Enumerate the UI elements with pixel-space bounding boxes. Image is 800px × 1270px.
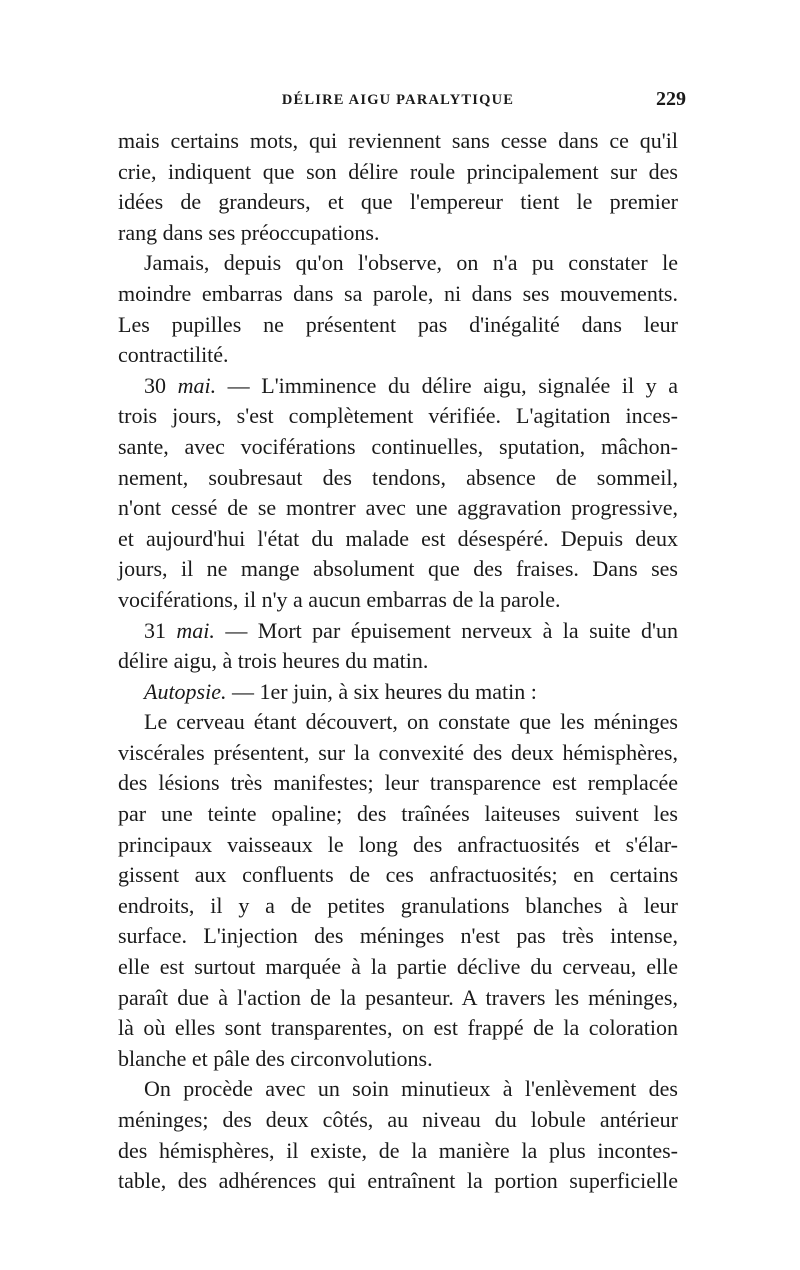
- text-line: Le cerveau étant découvert, on constate que les méninges: [144, 709, 678, 735]
- text-line: Jamais, depuis qu'on l'observe, on n'a pu constater le: [144, 250, 678, 276]
- page-number: 229: [656, 88, 686, 110]
- text-line: sante, avec vociférations continuelles, sputation, mâchon-: [118, 433, 678, 459]
- text-line: contractilité.: [118, 342, 229, 368]
- text-line: nement, soubresaut des tendons, absence de sommeil,: [118, 464, 678, 490]
- text-line: des hémisphères, il existe, de la manière la plus incontes-: [118, 1137, 678, 1163]
- text-line: moindre embarras dans sa parole, ni dans ses mouvements.: [118, 280, 678, 306]
- text-span: — 1er juin, à six heures du matin :: [226, 678, 537, 704]
- text-line: des lésions très manifestes; leur transparence est remplacée: [118, 770, 678, 796]
- text-line: [118, 371, 678, 402]
- text-line: là où elles sont transparentes, on est frappé de la coloration: [118, 1015, 678, 1041]
- text-line: par une teinte opaline; des traînées laiteuses suivent les: [118, 801, 678, 827]
- text-line: gissent aux confluents de ces anfractuosités; en certains: [118, 862, 678, 888]
- text-span: 31: [144, 617, 177, 643]
- italic-text: Autopsie.: [144, 678, 227, 704]
- text-line: n'ont cessé de se montrer avec une aggravation progressive,: [118, 495, 678, 521]
- text-line: viscérales présentent, sur la convexité des deux hémisphères,: [118, 739, 678, 765]
- text-line: surface. L'injection des méninges n'est pas très intense,: [118, 923, 678, 949]
- text-span: — Mort par épuisement nerveux à la suite d'un: [214, 617, 678, 643]
- page-header: [118, 88, 686, 114]
- italic-text: mai.: [176, 617, 215, 643]
- text-span: — L'imminence du délire aigu, signalée il y a: [216, 372, 679, 398]
- italic-text: mai.: [177, 372, 217, 398]
- text-line: paraît due à l'action de la pesanteur. A travers les méninges,: [118, 984, 678, 1010]
- text-line: crie, indiquent que son délire roule principalement sur des: [118, 158, 678, 184]
- text-line: endroits, il y a de petites granulations blanches à leur: [118, 892, 678, 918]
- text-line: [118, 677, 678, 708]
- text-line: blanche et pâle des circonvolutions.: [118, 1045, 433, 1071]
- text-line: mais certains mots, qui reviennent sans cesse dans ce qu'il: [118, 128, 678, 153]
- text-line: rang dans ses préoccupations.: [118, 219, 380, 245]
- text-line: jours, il ne mange absolument que des fraises. Dans ses: [118, 556, 678, 582]
- text-span: 30: [144, 372, 178, 398]
- text-line: trois jours, s'est complètement vérifiée. L'agitation inces-: [118, 403, 678, 429]
- running-head: DÉLIRE AIGU PARALYTIQUE: [281, 92, 515, 108]
- text-line: idées de grandeurs, et que l'empereur tient le premier: [118, 189, 678, 215]
- text-line: [118, 616, 678, 647]
- text-line: principaux vaisseaux le long des anfractuosités et s'élar-: [118, 831, 678, 857]
- text-line: On procède avec un soin minutieux à l'enlèvement des: [144, 1076, 678, 1102]
- text-line: et aujourd'hui l'état du malade est désespéré. Depuis deux: [118, 525, 678, 551]
- text-line: Les pupilles ne présentent pas d'inégalité dans leur: [118, 311, 678, 337]
- text-line: méninges; des deux côtés, au niveau du lobule antérieur: [118, 1107, 678, 1132]
- text-line: table, des adhérences qui entraînent la portion superficielle: [118, 1168, 678, 1194]
- body-text: [118, 126, 678, 1197]
- text-line: elle est surtout marquée à la partie déclive du cerveau, elle: [118, 954, 678, 980]
- text-line: vociférations, il n'y a aucun embarras de la parole.: [118, 586, 561, 612]
- text-line: délire aigu, à trois heures du matin.: [118, 648, 429, 674]
